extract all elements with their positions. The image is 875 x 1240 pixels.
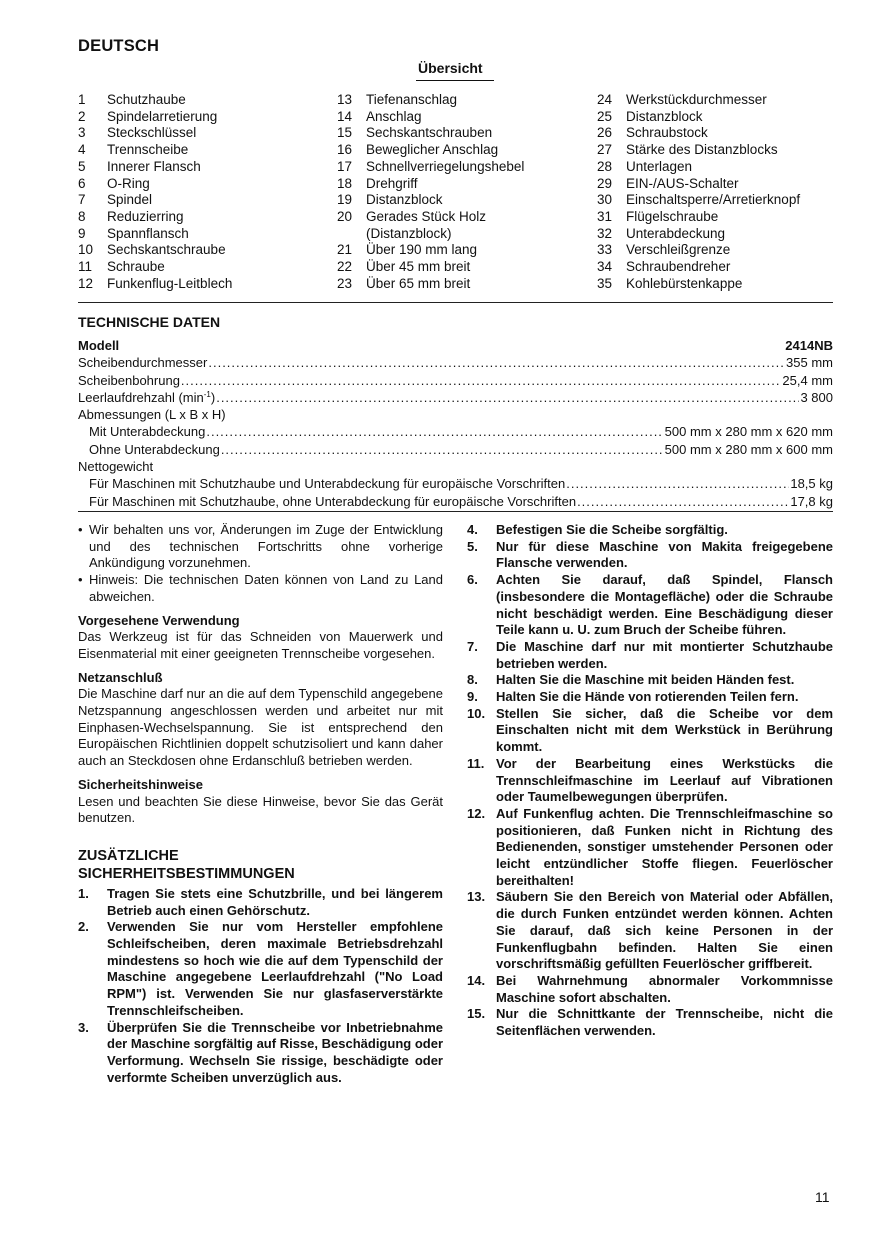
legend-item-label: Reduzierring [107, 208, 184, 224]
legend-item-label: Schraubstock [626, 125, 708, 141]
legend-item-number: 3 [78, 125, 86, 141]
intended-use-heading: Vorgesehene Verwendung [78, 612, 240, 628]
safety-rule-text: Verwenden Sie nur vom Hersteller empfohlene Schleifscheiben, deren maximale Betriebsdrehzahl mindestens so hoch wie die auf dem Typenschild der Maschine angegebene Leerlaufdrehzahl ("No Load RPM") ist. Verwenden Sie nur glasfaserverstärkte Trennschleifscheiben. [107, 919, 443, 1018]
model-label: Modell [78, 338, 120, 353]
legend-item-number: 4 [78, 142, 86, 158]
safety-rule-item [467, 539, 833, 572]
safety-rule-item [467, 706, 833, 756]
legend-item-label: Über 65 mm breit [366, 275, 471, 291]
legend-item-label: Schnellverriegelungshebel [366, 158, 525, 174]
safety-rule-item [467, 756, 833, 806]
legend-item-number: 31 [597, 208, 613, 224]
intended-use-text: Das Werkzeug ist für das Schneiden von Mauerwerk und Eisenmaterial mit einer geeigneten Trennscheibe vorgesehen. [78, 629, 443, 661]
left-text-column [78, 522, 443, 1086]
legend-item-label: EIN-/AUS-Schalter [626, 175, 739, 191]
legend-item [597, 142, 800, 159]
legend-item [337, 159, 524, 176]
safety-rule-item [467, 1006, 833, 1039]
legend-item-number: 10 [78, 242, 94, 258]
legend-item-number: 11 [78, 259, 93, 275]
safety-rule-text: Bei Wahrnehmung abnormaler Vorkommnisse Maschine sofort abschalten. [496, 972, 833, 1005]
legend-item-label: Sechskantschrauben [366, 125, 493, 141]
legend-item [78, 209, 232, 226]
legend-item-number: 35 [597, 275, 613, 291]
safety-rule-number: 3. [78, 1019, 89, 1035]
legend-item [78, 159, 232, 176]
safety-rule-number: 14. [467, 972, 486, 988]
legend-item [78, 276, 232, 293]
divider [78, 302, 833, 303]
legend-item-number: 14 [337, 108, 353, 124]
safety-rule-number: 1. [78, 885, 89, 901]
legend-item-number [337, 226, 366, 243]
legend-item-label: Distanzblock [626, 108, 703, 124]
safety-rule-item [467, 639, 833, 672]
safety-rule-number: 10. [467, 705, 486, 721]
legend-item [597, 159, 800, 176]
safety-rules-list-part-1 [78, 886, 443, 1086]
safety-rule-text: Befestigen Sie die Scheibe sorgfältig. [496, 522, 728, 537]
legend-item-number: 24 [597, 92, 613, 107]
safety-rule-item [467, 672, 833, 689]
legend-item [337, 209, 524, 226]
safety-rule-text: Tragen Sie stets eine Schutzbrille, und bei längerem Betrieb auch einen Gehörschutz. [107, 885, 443, 918]
legend-item-number: 2 [78, 108, 86, 124]
legend-item [597, 92, 800, 109]
legend-item-label: Anschlag [366, 108, 422, 124]
spec-row-weight-2: Für Maschinen mit Schutzhaube, ohne Unterabdeckung für europäische Vorschriften ..... 17,8 kg [78, 493, 833, 510]
legend-item [337, 276, 524, 293]
safety-rule-text: Die Maschine darf nur mit montierter Schutzhaube betrieben werden. [496, 638, 833, 671]
legend-item [337, 92, 524, 109]
legend-item-label: Schraube [107, 259, 165, 275]
legend-item-label: (Distanzblock) [366, 225, 452, 241]
legend-item-label: Distanzblock [366, 192, 443, 208]
specs-table [78, 337, 833, 510]
legend-item-number: 26 [597, 125, 613, 141]
spec-row-dimensions: Abmessungen (L x B x H) [78, 407, 226, 423]
legend-item-label: Flügelschraube [626, 208, 719, 224]
legend-item-label: Spannflansch [107, 225, 189, 241]
bullet-icon: • [78, 522, 83, 537]
legend-item-number: 13 [337, 92, 353, 107]
legend-item-number: 18 [337, 175, 353, 191]
divider [78, 511, 833, 512]
safety-rule-text: Überprüfen Sie die Trennscheibe vor Inbetriebnahme der Maschine sorgfältig auf Risse, Beschädigung oder Verformung. Wechseln Sie rissige, beschädigte oder verformte Scheiben unverzüglich aus. [107, 1019, 443, 1085]
legend-item [78, 92, 232, 109]
legend-item-number: 25 [597, 108, 613, 124]
model-value: 2414NB [785, 338, 833, 353]
legend-item-label: Innerer Flansch [107, 158, 201, 174]
safety-rule-text: Halten Sie die Hände von rotierenden Teilen fern. [496, 689, 799, 705]
spec-row-disc-diameter: Scheibendurchmesser ..... 355 mm [78, 354, 833, 371]
safety-rule-text: Achten Sie darauf, daß Spindel, Flansch (insbesondere die Montagefläche) oder die Schraube nicht beschädigt werden. Eine Beschädigung dieser Teile kann u. U. zum Bruch der Scheibe führen. [496, 572, 833, 638]
safety-rule-text: Halten Sie die Maschine mit beiden Händen fest. [496, 672, 795, 688]
overview-title: Übersicht [418, 60, 483, 76]
legend-item [78, 125, 232, 142]
legend-item-label: Stärke des Distanzblocks [626, 142, 778, 158]
safety-rule-text: Nur für diese Maschine von Makita freigegebene Flansche verwenden. [496, 538, 833, 571]
legend-item [337, 192, 524, 209]
power-supply-heading: Netzanschluß [78, 669, 163, 685]
legend-item-number: 29 [597, 175, 613, 191]
bullet-icon: • [78, 572, 83, 588]
legend-item [337, 259, 524, 276]
legend-item-label: Spindel [107, 192, 153, 208]
legend-item-number: 19 [337, 192, 353, 208]
safety-rule-text: Auf Funkenflug achten. Die Trennschleifmaschine so positionieren, daß Funken nicht in Richtung des Bedienenden, sonstiger umstehender Personen oder leicht entzündlicher Stoffe fliegen. Feuerlöscher bereithalten! [496, 805, 833, 888]
legend-item-label: Unterlagen [626, 158, 693, 174]
safety-hints-heading: Sicherheitshinweise [78, 776, 203, 792]
page-language-heading: DEUTSCH [78, 37, 160, 55]
legend-item-number: 12 [78, 275, 94, 291]
additional-safety-heading: ZUSÄTZLICHE SICHERHEITSBESTIMMUNGEN [78, 847, 295, 882]
legend-item-number: 30 [597, 192, 613, 208]
note-bullet: • Wir behalten uns vor, Änderungen im Zuge der Entwicklung und des technischen Fortschritts ohne vorherige Ankündigung vorzunehmen. [78, 522, 443, 571]
legend-item-label: Gerades Stück Holz [366, 208, 487, 224]
legend-item-number: 22 [337, 259, 353, 275]
legend-item-label: Einschaltsperre/Arretierknopf [626, 192, 801, 208]
legend-item-number: 21 [337, 242, 353, 258]
safety-rule-item [467, 689, 833, 706]
legend-item [597, 125, 800, 142]
legend-item-label: Verschleißgrenze [626, 242, 731, 258]
safety-rule-number: 9. [467, 689, 478, 705]
legend-item [597, 176, 800, 193]
safety-rule-number: 5. [467, 538, 478, 554]
legend-item [337, 176, 524, 193]
legend-item-label: Unterabdeckung [626, 225, 726, 241]
safety-rule-text: Vor der Bearbeitung eines Werkstücks die Trennschleifmaschine im Leerlauf auf Vibrationen oder Taumelbewegungen überprüfen. [496, 755, 833, 805]
safety-rule-number: 4. [467, 522, 478, 537]
safety-rule-item [78, 919, 443, 1019]
legend-item [78, 192, 232, 209]
legend-item-number: 16 [337, 142, 353, 158]
legend-item-label: Sechskantschraube [107, 242, 226, 258]
spec-row-disc-bore: Scheibenbohrung ..... 25,4 mm [78, 372, 833, 389]
note-bullet: • Hinweis: Die technischen Daten können von Land zu Land abweichen. [78, 572, 443, 604]
legend-item-label: Über 45 mm breit [366, 259, 471, 275]
legend-column-3 [597, 92, 800, 292]
legend-item [78, 226, 232, 243]
legend-item [337, 242, 524, 259]
safety-rule-item [467, 522, 833, 539]
legend-item-label: Beweglicher Anschlag [366, 142, 499, 158]
legend-item [597, 109, 800, 126]
legend-item [337, 142, 524, 159]
page-number: 11 [815, 1189, 830, 1205]
safety-rule-text: Stellen Sie sicher, daß die Scheibe vor dem Einschalten nicht mit dem Werkstück in Berührung kommt. [496, 705, 833, 755]
specs-title: TECHNISCHE DATEN [78, 314, 221, 330]
legend-item-number: 32 [597, 225, 613, 241]
legend-item [597, 276, 800, 293]
legend-item [78, 242, 232, 259]
legend-item [337, 125, 524, 142]
legend-item [337, 226, 524, 243]
power-supply-text: Die Maschine darf nur an die auf dem Typenschild angegebene Netzspannung angeschlossen werden und arbeitet nur mit Einphasen-Wechselspannung. Sie ist entsprechend den Europäischen Richtlinien doppelt schutzisoliert und kann daher auch an Steckdosen ohne Erdanschluß betrieben werden. [78, 686, 443, 769]
legend-item [78, 109, 232, 126]
safety-rules-list-part-2 [467, 522, 833, 1040]
legend-item-label: Trennscheibe [107, 142, 189, 158]
safety-rule-number: 8. [467, 672, 478, 688]
legend-item-label: O-Ring [107, 175, 150, 191]
safety-rule-item [78, 886, 443, 919]
legend-item [337, 109, 524, 126]
legend-item [78, 259, 232, 276]
safety-rule-item [467, 889, 833, 973]
legend-column-2 [337, 92, 524, 292]
legend-item [597, 242, 800, 259]
safety-rule-item [467, 572, 833, 639]
legend-item-label: Funkenflug-Leitblech [107, 275, 233, 291]
spec-row-net-weight: Nettogewicht [78, 459, 154, 475]
safety-rule-number: 11. [467, 755, 485, 771]
legend-item-label: Schraubendreher [626, 259, 731, 275]
safety-rule-number: 12. [467, 805, 486, 821]
legend-item [597, 226, 800, 243]
legend-item-label: Schutzhaube [107, 92, 186, 107]
legend-item-label: Tiefenanschlag [366, 92, 458, 107]
safety-rule-number: 13. [467, 889, 486, 905]
safety-rule-number: 15. [467, 1006, 486, 1022]
legend-item-label: Steckschlüssel [107, 125, 197, 141]
legend-item-number: 17 [337, 158, 353, 174]
safety-rule-item [467, 973, 833, 1006]
safety-rule-text: Säubern Sie den Bereich von Material oder Abfällen, die durch Funken entzündet werden können. Achten Sie darauf, daß sich keine Personen in der Funkenflugbahn befinden. Halten Sie einen vorschriftsmäßig gefüllten Feuerlöscher griffbereit. [496, 889, 833, 972]
safety-rule-item [78, 1020, 443, 1087]
overview-title-underline [416, 80, 494, 81]
legend-item-number: 8 [78, 208, 86, 224]
safety-rule-item [467, 806, 833, 890]
legend-column-1 [78, 92, 232, 292]
legend-item-number: 28 [597, 158, 613, 174]
legend-item-number: 20 [337, 208, 353, 224]
legend-item-label: Spindelarretierung [107, 108, 218, 124]
legend-item-number: 33 [597, 242, 613, 258]
legend-item-label: Über 190 mm lang [366, 242, 478, 258]
legend-item-number: 1 [78, 92, 86, 107]
legend-item-label: Kohlebürstenkappe [626, 275, 743, 291]
safety-hints-text: Lesen und beachten Sie diese Hinweise, bevor Sie das Gerät benutzen. [78, 793, 443, 826]
legend-item [597, 192, 800, 209]
legend-item-number: 6 [78, 175, 86, 191]
spec-row-without-cover: Ohne Unterabdeckung ..... 500 mm x 280 mm x 600 mm [78, 441, 833, 458]
legend-item-number: 34 [597, 259, 613, 275]
legend-item-number: 27 [597, 142, 613, 158]
legend-item [597, 259, 800, 276]
legend-item-number: 23 [337, 275, 353, 291]
legend-item-number: 15 [337, 125, 353, 141]
spec-row-no-load-speed: Leerlaufdrehzahl $(\min^{-1})$ ..... 3 800 [78, 389, 833, 406]
legend-item-label: Werkstückdurchmesser [626, 92, 767, 107]
safety-rule-number: 7. [467, 638, 478, 654]
right-text-column [467, 522, 833, 1040]
spec-row-with-cover: Mit Unterabdeckung ..... 500 mm x 280 mm x 620 mm [78, 423, 833, 440]
legend-item [597, 209, 800, 226]
safety-rule-text: Nur die Schnittkante der Trennscheibe, nicht die Seitenflächen verwenden. [496, 1006, 833, 1039]
legend-item-number: 7 [78, 192, 86, 208]
legend-item-number: 5 [78, 158, 86, 174]
safety-rule-number: 2. [78, 919, 89, 935]
legend-item [78, 176, 232, 193]
legend-item-number: 9 [78, 225, 86, 241]
legend-item [78, 142, 232, 159]
safety-rule-number: 6. [467, 572, 478, 588]
specs-model-row [78, 337, 833, 354]
spec-row-weight-1: Für Maschinen mit Schutzhaube und Unterabdeckung für europäische Vorschriften ..... 18,5 kg [78, 475, 833, 492]
legend-item-label: Drehgriff [366, 175, 418, 191]
